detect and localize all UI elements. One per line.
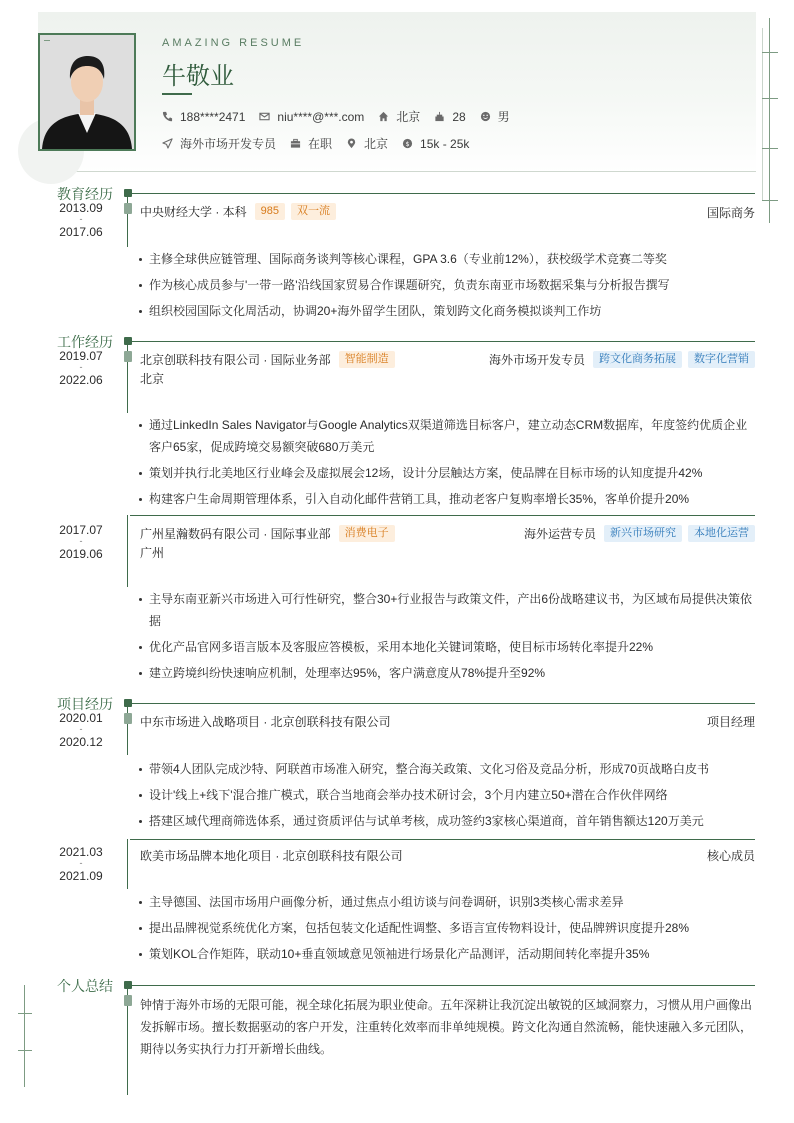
end-date: 2021.09 — [59, 869, 103, 883]
decorative-tick — [18, 1013, 32, 1014]
timeline-bar — [127, 703, 128, 755]
timeline-marker — [124, 203, 132, 214]
briefcase-icon — [290, 138, 301, 149]
date-separator: - — [79, 724, 83, 734]
start-date: 2020.01 — [59, 711, 103, 725]
resume-subtitle: AMAZING RESUME — [162, 37, 305, 49]
list-item: 通过LinkedIn Sales Navigator与Google Analytics双渠道筛选目标客户，建立动态CRM数据库，年度签约优质企业客户65家，促成跨境交易额突破680万美元 — [138, 415, 756, 458]
name-underline — [162, 93, 192, 95]
decorative-rule — [762, 28, 763, 200]
school-tag: 双一流 — [291, 203, 336, 220]
section-rule — [130, 341, 755, 342]
decorative-rule — [24, 985, 25, 1087]
date-separator: - — [79, 858, 83, 868]
industry-tag: 智能制造 — [339, 351, 395, 368]
project-bullets — [138, 892, 756, 970]
timeline-marker — [124, 351, 132, 362]
end-date: 2019.06 — [59, 547, 103, 561]
job-heading — [140, 351, 395, 368]
list-item: 策划并执行北美地区行业峰会及虚拟展会12场，设计分层触达方案，使品牌在目标市场的认知度提升42% — [138, 463, 756, 485]
cake-icon — [434, 111, 445, 122]
project-name: 中东市场进入战略项目 · 北京创联科技有限公司 — [140, 715, 391, 729]
age-value: 28 — [452, 109, 466, 124]
candidate-name: 牛敬业 — [162, 62, 234, 90]
job-role: 海外市场开发专员 — [488, 353, 585, 367]
decorative-tick — [18, 1050, 32, 1051]
list-item: 建立跨境纠纷快速响应机制，处理率达95%，客户满意度从78%提升至92% — [138, 663, 756, 685]
section-rule — [130, 703, 755, 704]
status-item — [290, 135, 332, 152]
job-intent-row — [162, 135, 483, 152]
start-date: 2017.07 — [59, 523, 103, 537]
list-item: 主修全球供应链管理、国际商务谈判等核心课程，GPA 3.6（专业前12%），获校级学术竞赛二等奖 — [138, 249, 756, 271]
list-item: 主导德国、法国市场用户画像分析，通过焦点小组访谈与问卷调研，识别3类核心需求差异 — [138, 892, 756, 914]
smile-icon — [480, 111, 491, 122]
contact-row — [162, 108, 524, 125]
decorative-tick — [762, 200, 778, 201]
job-city: 广州 — [140, 546, 165, 560]
section-rule — [130, 985, 755, 986]
money-icon — [402, 138, 413, 149]
list-item: 带领4人团队完成沙特、阿联酋市场准入研究，整合海关政策、文化习俗及竞品分析，形成70页战略白皮书 — [138, 759, 756, 781]
section-title-projects: 项目经历 — [57, 697, 113, 713]
timeline-marker — [124, 713, 132, 724]
home-icon — [378, 111, 389, 122]
list-item: 提出品牌视觉系统优化方案，包括包装文化适配性调整、多语言宣传物料设计，使品牌辨识度提升28% — [138, 918, 756, 940]
decorative-rule — [769, 18, 770, 223]
entry-rule — [130, 515, 755, 516]
summary-text: 钟情于海外市场的无限可能，视全球化拓展为职业使命。五年深耕让我沉淀出敏锐的区域洞察力，习惯从用户画像出发拆解市场。擅长数据驱动的客户开发，注重转化效率而非单纯规模。跨文化沟通自然流畅，能快速融入多元团队，期待以务实执行力打开新增长曲线。 — [140, 998, 753, 1056]
skill-tag: 新兴市场研究 — [604, 525, 682, 542]
decorative-tick — [762, 52, 778, 53]
skill-tag: 本地化运营 — [688, 525, 755, 542]
status-value: 在职 — [308, 137, 333, 151]
section-title-summary: 个人总结 — [57, 979, 113, 995]
education-heading — [140, 203, 336, 220]
list-item: 主导东南亚新兴市场进入可行性研究，整合30+行业报告与政策文件，产出6份战略建议书，为区域布局提供决策依据 — [138, 589, 756, 632]
svg-text:$: $ — [405, 139, 410, 148]
list-item: 组织校园国际文化周活动，协调20+海外留学生团队，策划跨文化商务模拟谈判工作坊 — [138, 301, 756, 323]
job-role-group — [524, 525, 755, 542]
work-city-value: 北京 — [364, 137, 389, 151]
list-item: 搭建区域代理商筛选体系，通过资质评估与试单考核，成功签约3家核心渠道商，首年销售额达120万美元 — [138, 811, 756, 833]
education-bullets — [138, 249, 756, 327]
header-divider — [38, 171, 756, 172]
work-city-item — [346, 135, 388, 152]
project-role: 核心成员 — [706, 849, 755, 863]
salary-item — [402, 137, 469, 151]
gender-value: 男 — [497, 110, 510, 124]
list-item: 设计'线上+线下'混合推广模式，联合当地商会举办技术研讨会，3个月内建立50+潜在合作伙伴网络 — [138, 785, 756, 807]
list-item: 策划KOL合作矩阵，联动10+垂直领域意见领袖进行场景化产品测评，活动期间转化率提升35% — [138, 944, 756, 966]
decorative-tick — [762, 98, 778, 99]
photo-decoration-tick — [44, 40, 50, 41]
map-pin-icon — [346, 138, 357, 149]
profile-photo — [38, 33, 136, 151]
decorative-tick — [762, 148, 778, 149]
start-date: 2013.09 — [59, 201, 103, 215]
timeline-bar — [127, 515, 128, 587]
section-title-education: 教育经历 — [57, 187, 113, 203]
major: 国际商务 — [706, 206, 755, 220]
location-item — [378, 108, 420, 125]
location-value: 北京 — [396, 110, 421, 124]
project-name: 欧美市场品牌本地化项目 · 北京创联科技有限公司 — [140, 849, 403, 863]
date-separator: - — [79, 536, 83, 546]
date-separator: - — [79, 362, 83, 372]
list-item: 构建客户生命周期管理体系，引入自动化邮件营销工具，推动老客户复购率增长35%，客单价提升20% — [138, 489, 756, 511]
school-name: 中央财经大学 · 本科 — [140, 205, 247, 219]
phone-icon — [162, 111, 173, 122]
job-city: 北京 — [140, 372, 165, 386]
timeline-marker — [124, 995, 132, 1006]
section-title-work: 工作经历 — [57, 335, 113, 351]
end-date: 2022.06 — [59, 373, 103, 387]
phone-item — [162, 110, 245, 124]
email-item — [259, 110, 364, 124]
gender-item — [480, 108, 510, 125]
project-bullets — [138, 759, 756, 837]
skill-tag: 跨文化商务拓展 — [593, 351, 682, 368]
email-value: niu****@***.com — [277, 109, 365, 124]
skill-tag: 数字化营销 — [688, 351, 755, 368]
job-role-group — [489, 351, 755, 368]
date-separator: - — [79, 214, 83, 224]
send-icon — [162, 138, 173, 149]
company-name: 广州星瀚数码有限公司 · 国际事业部 — [140, 527, 331, 541]
phone-value: 188****2471 — [180, 109, 246, 124]
start-date: 2019.07 — [59, 349, 103, 363]
job-heading — [140, 525, 395, 542]
timeline-bar — [127, 839, 128, 889]
section-rule — [130, 193, 755, 194]
school-tag: 985 — [255, 203, 285, 220]
entry-rule — [130, 839, 755, 840]
list-item: 作为核心成员参与'一带一路'沿线国家贸易合作课题研究，负责东南亚市场数据采集与分析报告撰写 — [138, 275, 756, 297]
list-item: 优化产品官网多语言版本及客服应答模板，采用本地化关键词策略，使目标市场转化率提升22% — [138, 637, 756, 659]
mail-icon — [259, 111, 270, 122]
project-role: 项目经理 — [706, 715, 755, 729]
timeline-bar — [127, 193, 128, 247]
age-item — [434, 110, 465, 124]
industry-tag: 消费电子 — [339, 525, 395, 542]
start-date: 2021.03 — [59, 845, 103, 859]
job-role: 海外运营专员 — [523, 527, 596, 541]
end-date: 2017.06 — [59, 225, 103, 239]
salary-value: 15k - 25k — [420, 136, 470, 151]
job-bullets — [138, 589, 756, 689]
job-bullets — [138, 415, 756, 515]
job-target-item — [162, 135, 276, 152]
company-name: 北京创联科技有限公司 · 国际业务部 — [140, 353, 331, 367]
end-date: 2020.12 — [59, 735, 103, 749]
job-target-value: 海外市场开发专员 — [180, 137, 277, 151]
